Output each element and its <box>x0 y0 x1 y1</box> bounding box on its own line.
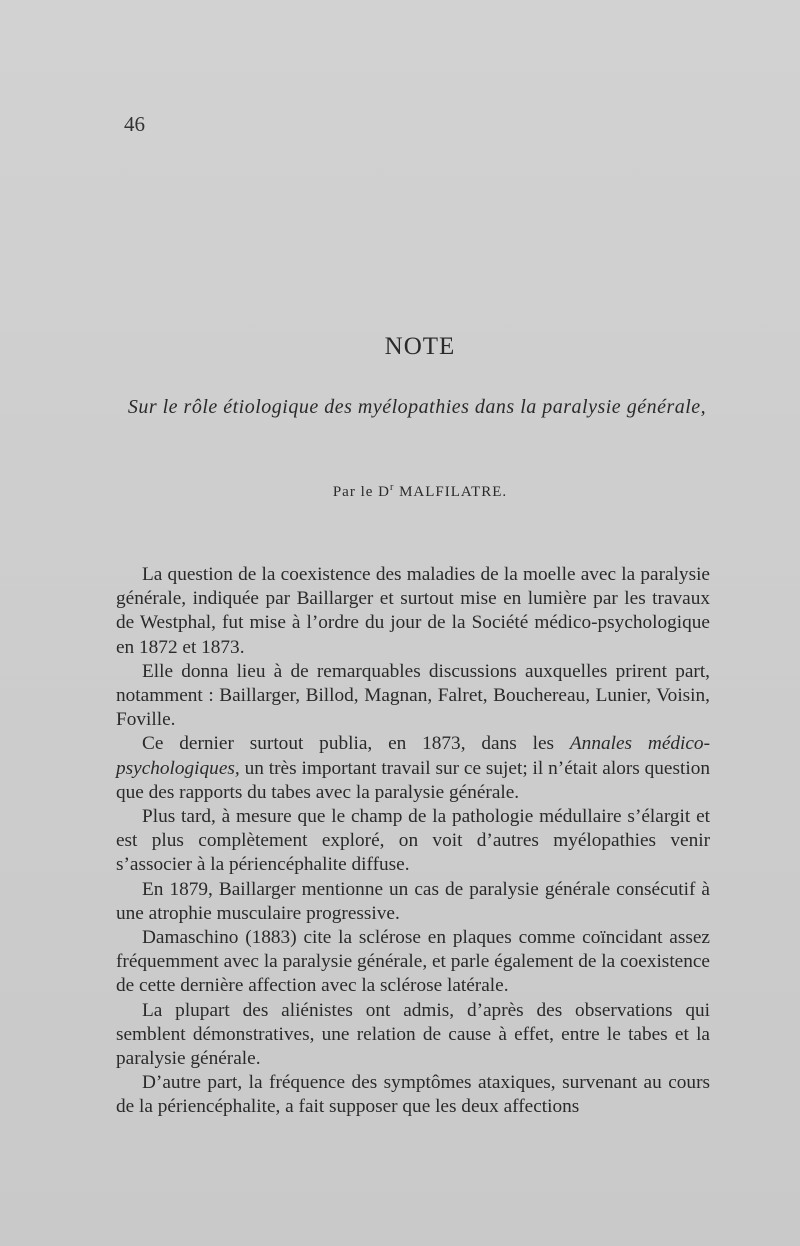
page-number: 46 <box>124 112 145 136</box>
body-text <box>116 563 710 1120</box>
article-subtitle: Sur le rôle étiologique des myélopathies dans la paralysie générale, <box>127 396 707 418</box>
paragraph: En 1879, Baillarger mentionne un cas de paralysie générale consécutif à une atrophie musculaire progressive. <box>116 878 710 924</box>
paragraph: La plupart des aliénistes ont admis, d’après des observations qui semblent démonstratives, une relation de cause à effet, entre le tabes et la paralysie générale. <box>116 999 710 1070</box>
paragraph: Elle donna lieu à de remarquables discussions auxquelles prirent part, notamment : Baillarger, Billod, Magnan, Falret, Bouchereau, Lunier, Voisin, Foville. <box>116 660 710 731</box>
paragraph: Plus tard, à mesure que le champ de la pathologie médullaire s’élargit et est plus complètement exploré, on voit d’autres myélopathies venir s’associer à la périencéphalite diffuse. <box>116 806 710 876</box>
paragraph: Damaschino (1883) cite la sclérose en plaques comme coïncidant assez fréquemment avec la paralysie générale, et parle également de la coexistence de cette dernière affection avec la sclérose latérale. <box>116 927 710 997</box>
paragraph-text: Ce dernier surtout publia, en 1873, dans les <box>142 733 570 755</box>
journal-title: Annales médico-psychologiques, <box>116 733 710 779</box>
paragraph: D’autre part, la fréquence des symptômes ataxiques, survenant au cours de la périencéphalite, a fait supposer que les deux affections <box>116 1072 710 1118</box>
paragraph-text: un très important travail sur ce sujet; il n’était alors question que des rapports du tabes avec la paralysie générale. <box>116 757 710 803</box>
author-title-sup: r <box>389 482 395 493</box>
author-line <box>0 482 800 501</box>
paragraph: La question de la coexistence des maladies de la moelle avec la paralysie générale, indiquée par Baillarger et surtout mise en lumière par les travaux de Westphal, fut mise à l’ordre du jour de la Société médico-psychologique en 1872 et 1873. <box>116 564 710 658</box>
section-heading: NOTE <box>384 333 456 360</box>
author-name: MALFILATRE. <box>394 484 508 500</box>
author-prefix: Par le D <box>332 484 390 500</box>
paragraph <box>116 732 710 805</box>
